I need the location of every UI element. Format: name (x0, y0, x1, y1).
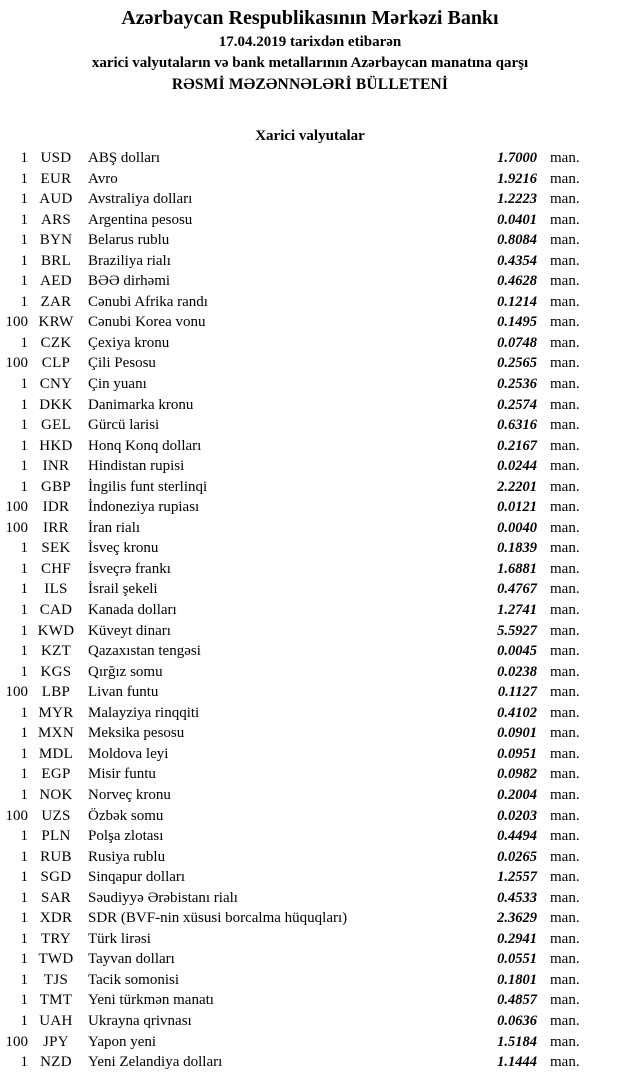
quantity: 100 (5, 807, 28, 824)
currency-code: EUR (40, 170, 72, 187)
currency-name: Kanada dolları (88, 602, 177, 619)
quantity: 1 (20, 376, 28, 393)
currency-code: AED (40, 273, 72, 290)
currency-code: SGD (40, 869, 72, 886)
unit-label: man. (550, 1012, 580, 1029)
rate-value: 0.0244 (497, 458, 537, 475)
unit-label: man. (550, 232, 580, 249)
currency-name: Sinqapur dolları (88, 869, 186, 886)
currency-code: RUB (40, 848, 72, 865)
unit-label: man. (550, 519, 580, 536)
rate-value: 1.2557 (497, 869, 537, 886)
currency-code: GBP (40, 478, 72, 495)
quantity: 1 (20, 889, 28, 906)
rate-row (0, 682, 620, 703)
quantity: 1 (20, 170, 28, 187)
currency-name: Yapon yeni (88, 1033, 157, 1050)
currency-code: CNY (39, 376, 73, 393)
rate-value: 0.1495 (497, 314, 537, 331)
quantity: 1 (20, 252, 28, 269)
unit-label: man. (550, 663, 580, 680)
currency-code: TRY (40, 930, 72, 947)
unit-label: man. (550, 211, 580, 228)
currency-code: JPY (43, 1033, 69, 1050)
quantity: 1 (20, 869, 28, 886)
currency-code: ILS (44, 581, 68, 598)
rate-value: 0.0121 (497, 499, 537, 516)
currency-name: Çin yuanı (88, 376, 147, 393)
rate-row (0, 169, 620, 190)
unit-label: man. (550, 828, 580, 845)
unit-label: man. (550, 951, 580, 968)
rate-value: 2.2201 (497, 478, 537, 495)
rate-row (0, 806, 620, 827)
quantity: 100 (5, 684, 28, 701)
currency-name: Livan funtu (88, 684, 159, 701)
quantity: 1 (20, 191, 28, 208)
currency-code: CHF (40, 560, 72, 577)
currency-code: KZT (40, 643, 72, 660)
rate-row (0, 333, 620, 354)
rate-value: 0.2536 (497, 376, 537, 393)
rate-row (0, 641, 620, 662)
unit-label: man. (550, 478, 580, 495)
rate-value: 0.2941 (497, 930, 537, 947)
quantity: 1 (20, 1054, 28, 1071)
rate-row (0, 662, 620, 683)
rate-value: 2.3629 (497, 910, 537, 927)
quantity: 1 (20, 725, 28, 742)
unit-label: man. (550, 499, 580, 516)
unit-label: man. (550, 786, 580, 803)
rate-row (0, 353, 620, 374)
unit-label: man. (550, 684, 580, 701)
quantity: 1 (20, 663, 28, 680)
rate-value: 1.5184 (497, 1033, 537, 1050)
currency-code: MDL (38, 745, 74, 762)
quantity: 1 (20, 704, 28, 721)
bulletin-title: RƏSMİ MƏZƏNNƏLƏRİ BÜLLETENİ (171, 76, 449, 93)
rate-row (0, 847, 620, 868)
quantity: 1 (20, 828, 28, 845)
currency-code: BYN (39, 232, 73, 249)
page-title: Azərbaycan Respublikasının Mərkəzi Bankı (121, 7, 499, 29)
rate-value: 1.2741 (497, 602, 537, 619)
unit-label: man. (550, 704, 580, 721)
rate-row (0, 559, 620, 580)
quantity: 1 (20, 992, 28, 1009)
rate-value: 0.4354 (497, 252, 537, 269)
unit-label: man. (550, 334, 580, 351)
rate-row (0, 908, 620, 929)
currency-name: Honq Konq dolları (88, 437, 202, 454)
quantity: 100 (5, 1033, 28, 1050)
quantity: 1 (20, 971, 28, 988)
currency-code: CLP (41, 355, 71, 372)
unit-label: man. (550, 971, 580, 988)
rate-value: 0.1801 (497, 971, 537, 988)
quantity: 100 (5, 314, 28, 331)
unit-label: man. (550, 170, 580, 187)
currency-name: Misir funtu (88, 766, 156, 783)
subtitle: xarici valyutaların və bank metallarının Azərbaycan manatına qarşı (91, 55, 529, 71)
unit-label: man. (550, 191, 580, 208)
currency-name: Cənubi Afrika randı (88, 293, 208, 310)
currency-name: Çili Pesosu (88, 355, 156, 372)
unit-label: man. (550, 745, 580, 762)
unit-label: man. (550, 992, 580, 1009)
rate-row (0, 764, 620, 785)
currency-name: Avstraliya dolları (88, 191, 193, 208)
currency-name: Hindistan rupisi (88, 458, 185, 475)
currency-code: ARS (40, 211, 72, 228)
quantity: 1 (20, 1012, 28, 1029)
rate-row (0, 970, 620, 991)
currency-code: KRW (38, 314, 74, 331)
rate-row (0, 929, 620, 950)
unit-label: man. (550, 766, 580, 783)
quantity: 1 (20, 150, 28, 166)
rate-row (0, 189, 620, 210)
rate-value: 0.0238 (497, 663, 537, 680)
unit-label: man. (550, 643, 580, 660)
currency-name: Ukrayna qrivnası (88, 1012, 192, 1029)
currency-name: Gürcü larisi (88, 417, 160, 434)
quantity: 1 (20, 540, 28, 557)
rate-value: 0.6316 (497, 417, 537, 434)
currency-code: NOK (39, 786, 73, 803)
currency-code: TMT (39, 992, 73, 1009)
rate-value: 0.8084 (497, 232, 537, 249)
rate-row (0, 477, 620, 498)
quantity: 1 (20, 951, 28, 968)
currency-name: Norveç kronu (88, 786, 171, 803)
effective-date: 17.04.2019 tarixdən etibarən (218, 34, 402, 50)
unit-label: man. (550, 725, 580, 742)
unit-label: man. (550, 1054, 580, 1071)
currency-code: SEK (41, 540, 71, 557)
currency-name: Yeni Zelandiya dolları (88, 1054, 223, 1071)
quantity: 1 (20, 581, 28, 598)
quantity: 1 (20, 458, 28, 475)
rate-row (0, 415, 620, 436)
currency-name: Rusiya rublu (88, 848, 166, 865)
rate-value: 0.0636 (497, 1012, 537, 1029)
currency-name: İndoneziya rupiası (88, 499, 200, 516)
rate-value: 0.0901 (497, 725, 537, 742)
unit-label: man. (550, 273, 580, 290)
quantity: 1 (20, 786, 28, 803)
unit-label: man. (550, 150, 580, 166)
currency-code: IRR (43, 519, 69, 536)
rate-row (0, 723, 620, 744)
currency-code: KGS (40, 663, 72, 680)
currency-code: AUD (39, 191, 73, 208)
currency-code: USD (40, 150, 72, 166)
rate-value: 0.4628 (497, 273, 537, 290)
currency-name: Özbək somu (88, 807, 164, 824)
currency-name: Avro (88, 170, 118, 187)
currency-code: GEL (40, 417, 72, 434)
rate-row (0, 148, 620, 169)
rate-value: 0.4533 (497, 889, 537, 906)
quantity: 100 (5, 519, 28, 536)
rate-value: 1.1444 (497, 1054, 537, 1071)
rate-row (0, 230, 620, 251)
currency-code: BRL (40, 252, 72, 269)
rate-row (0, 826, 620, 847)
currency-code: LBP (41, 684, 71, 701)
unit-label: man. (550, 889, 580, 906)
currency-code: MXN (38, 725, 74, 742)
currency-name: Tayvan dolları (88, 951, 175, 968)
rate-row (0, 497, 620, 518)
currency-name: Cənubi Korea vonu (88, 314, 206, 331)
rate-row (0, 888, 620, 909)
unit-label: man. (550, 376, 580, 393)
rate-value: 0.4102 (497, 704, 537, 721)
quantity: 1 (20, 622, 28, 639)
rate-row (0, 374, 620, 395)
currency-name: Danimarka kronu (88, 396, 194, 413)
quantity: 1 (20, 910, 28, 927)
rate-row (0, 251, 620, 272)
section-title-foreign-currencies: Xarici valyutalar (255, 128, 365, 144)
rate-value: 0.2574 (497, 396, 537, 413)
unit-label: man. (550, 869, 580, 886)
unit-label: man. (550, 252, 580, 269)
currency-code: NZD (40, 1054, 72, 1071)
rate-row (0, 949, 620, 970)
quantity: 1 (20, 437, 28, 454)
currency-rates-table (0, 148, 620, 1073)
unit-label: man. (550, 540, 580, 557)
rate-value: 0.0045 (497, 643, 537, 660)
quantity: 1 (20, 211, 28, 228)
rate-value: 0.0982 (497, 766, 537, 783)
rate-row (0, 1052, 620, 1073)
rate-row (0, 312, 620, 333)
quantity: 1 (20, 293, 28, 310)
unit-label: man. (550, 314, 580, 331)
currency-name: Argentina pesosu (88, 211, 193, 228)
rate-row (0, 600, 620, 621)
currency-code: INR (42, 458, 70, 475)
rate-row (0, 292, 620, 313)
currency-code: HKD (39, 437, 73, 454)
rate-value: 0.2167 (497, 437, 537, 454)
currency-name: BƏƏ dirhəmi (88, 273, 171, 290)
rate-value: 0.0551 (497, 951, 537, 968)
rate-row (0, 456, 620, 477)
currency-name: Türk lirəsi (88, 930, 151, 947)
currency-name: SDR (BVF-nin xüsusi borcalma hüquqları) (88, 910, 348, 927)
currency-code: KWD (37, 622, 75, 639)
rate-row (0, 1011, 620, 1032)
currency-name: ABŞ dolları (88, 150, 161, 166)
currency-name: Tacik somonisi (88, 971, 180, 988)
unit-label: man. (550, 848, 580, 865)
currency-name: Yeni türkmən manatı (88, 992, 214, 1009)
quantity: 1 (20, 848, 28, 865)
quantity: 1 (20, 478, 28, 495)
rate-row (0, 210, 620, 231)
currency-code: SAR (40, 889, 72, 906)
rate-value: 1.2223 (497, 191, 537, 208)
quantity: 100 (5, 499, 28, 516)
currency-name: İran rialı (88, 519, 141, 536)
rate-value: 0.0951 (497, 745, 537, 762)
currency-code: TWD (38, 951, 74, 968)
quantity: 1 (20, 273, 28, 290)
rate-row (0, 395, 620, 416)
currency-code: TJS (43, 971, 69, 988)
unit-label: man. (550, 1033, 580, 1050)
rate-value: 1.7000 (497, 150, 537, 166)
currency-name: Səudiyyə Ərəbistanı rialı (88, 889, 238, 906)
currency-code: UZS (41, 807, 71, 824)
rate-value: 0.0748 (497, 334, 537, 351)
quantity: 1 (20, 930, 28, 947)
unit-label: man. (550, 910, 580, 927)
rate-value: 0.0401 (497, 211, 537, 228)
currency-code: UAH (39, 1012, 73, 1029)
currency-code: MYR (38, 704, 74, 721)
quantity: 1 (20, 334, 28, 351)
rate-value: 0.1127 (497, 684, 537, 701)
rate-row (0, 1032, 620, 1053)
currency-name: Moldova leyi (88, 745, 169, 762)
rate-value: 1.9216 (497, 170, 537, 187)
unit-label: man. (550, 293, 580, 310)
unit-label: man. (550, 458, 580, 475)
unit-label: man. (550, 560, 580, 577)
currency-name: İngilis funt sterlinqi (88, 478, 208, 495)
rate-row (0, 785, 620, 806)
rate-value: 0.0040 (497, 519, 537, 536)
currency-code: CZK (40, 334, 72, 351)
currency-name: İsveçrə frankı (88, 560, 171, 577)
currency-name: Çexiya kronu (88, 334, 170, 351)
rate-value: 0.4767 (497, 581, 537, 598)
currency-code: DKK (39, 396, 73, 413)
currency-name: Belarus rublu (88, 232, 170, 249)
rate-value: 1.6881 (497, 560, 537, 577)
unit-label: man. (550, 417, 580, 434)
quantity: 1 (20, 745, 28, 762)
rate-row (0, 518, 620, 539)
currency-name: Malayziya rinqqiti (88, 704, 200, 721)
currency-name: Qazaxıstan tengəsi (88, 643, 201, 660)
rate-row (0, 621, 620, 642)
currency-name: Qırğız somu (88, 663, 163, 680)
unit-label: man. (550, 622, 580, 639)
quantity: 1 (20, 766, 28, 783)
currency-name: Meksika pesosu (88, 725, 185, 742)
unit-label: man. (550, 437, 580, 454)
quantity: 1 (20, 643, 28, 660)
currency-name: İsrail şekeli (88, 581, 158, 598)
rate-value: 0.2565 (497, 355, 537, 372)
currency-name: İsveç kronu (88, 540, 159, 557)
rate-row (0, 744, 620, 765)
quantity: 100 (5, 355, 28, 372)
currency-code: IDR (42, 499, 70, 516)
rate-value: 0.4857 (497, 992, 537, 1009)
rate-value: 0.1214 (497, 293, 537, 310)
currency-name: Küveyt dinarı (88, 622, 171, 639)
rate-row (0, 579, 620, 600)
currency-code: XDR (39, 910, 73, 927)
rate-value: 0.1839 (497, 540, 537, 557)
quantity: 1 (20, 417, 28, 434)
quantity: 1 (20, 396, 28, 413)
rate-row (0, 436, 620, 457)
quantity: 1 (20, 232, 28, 249)
bulletin-header (0, 0, 620, 95)
quantity: 1 (20, 560, 28, 577)
unit-label: man. (550, 396, 580, 413)
quantity: 1 (20, 602, 28, 619)
rate-row (0, 271, 620, 292)
rate-row (0, 990, 620, 1011)
currency-code: ZAR (40, 293, 72, 310)
unit-label: man. (550, 930, 580, 947)
rate-row (0, 867, 620, 888)
currency-code: PLN (41, 828, 71, 845)
unit-label: man. (550, 602, 580, 619)
rate-value: 0.0265 (497, 848, 537, 865)
rate-value: 5.5927 (497, 622, 537, 639)
rate-row (0, 538, 620, 559)
rate-value: 0.2004 (497, 786, 537, 803)
unit-label: man. (550, 807, 580, 824)
rate-value: 0.0203 (497, 807, 537, 824)
rate-row (0, 703, 620, 724)
rate-value: 0.4494 (497, 828, 537, 845)
currency-code: EGP (41, 766, 71, 783)
unit-label: man. (550, 355, 580, 372)
currency-name: Polşa zlotası (88, 828, 164, 845)
currency-name: Braziliya rialı (88, 252, 171, 269)
unit-label: man. (550, 581, 580, 598)
currency-code: CAD (39, 602, 73, 619)
